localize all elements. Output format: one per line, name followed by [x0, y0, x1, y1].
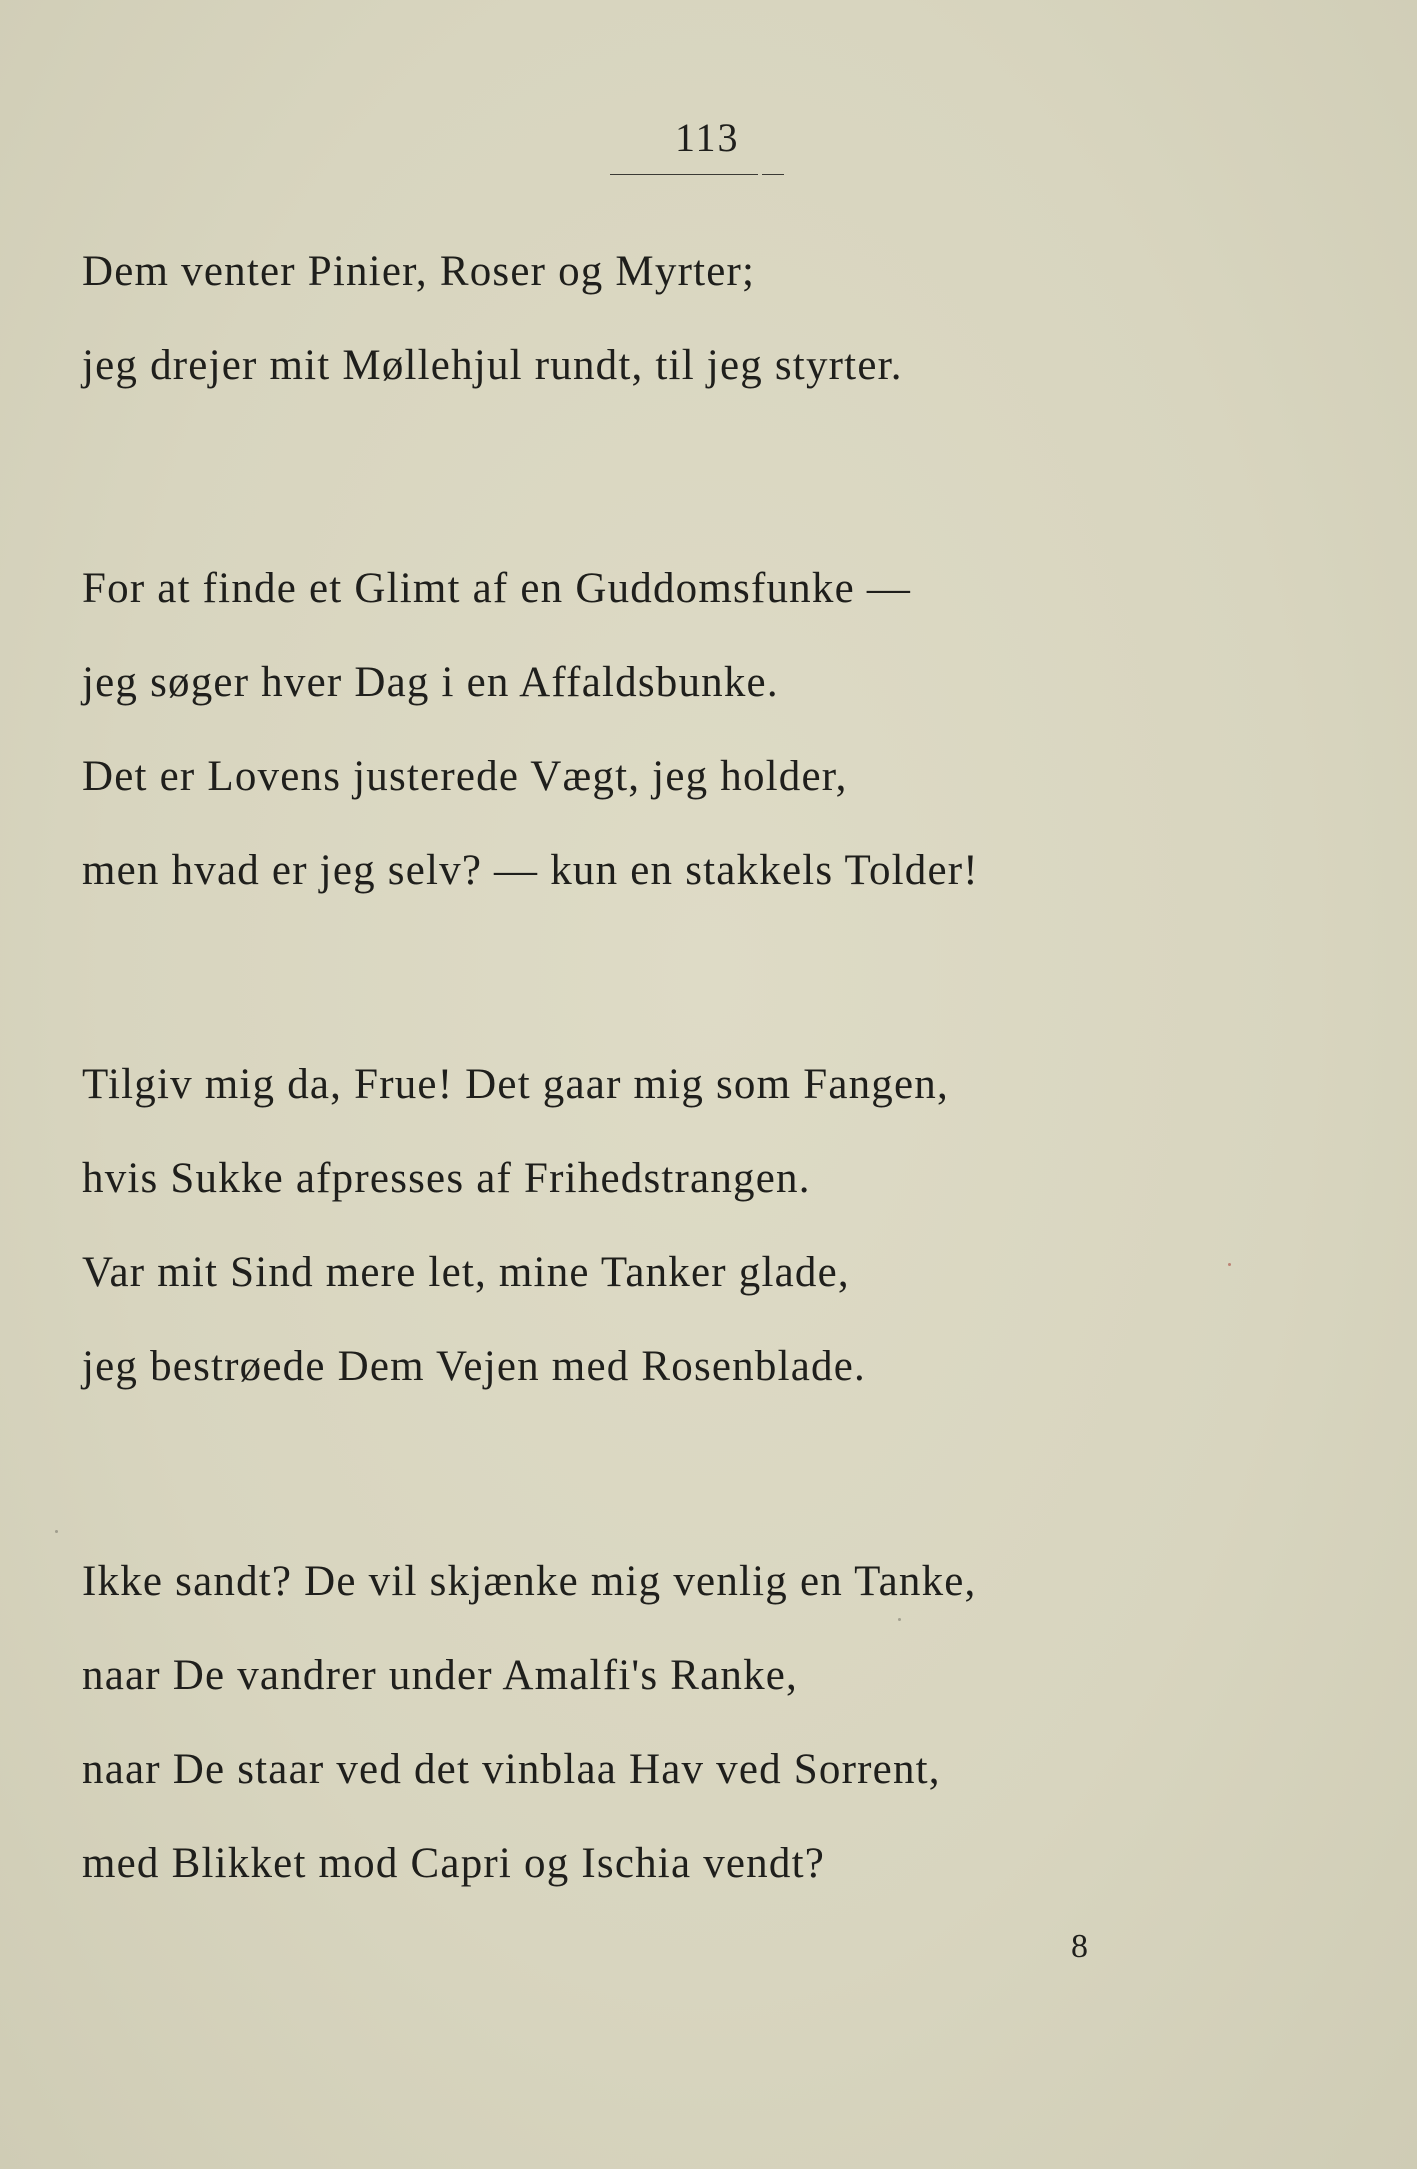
verse-line: men hvad er jeg selv? — kun en stakkels Tolder! — [82, 847, 979, 894]
verse-line: Dem venter Pinier, Roser og Myrter; — [82, 248, 756, 295]
verse-line: jeg bestrøede Dem Vejen med Rosenblade. — [82, 1343, 866, 1390]
paper-speck — [898, 1618, 901, 1621]
verse-line: Var mit Sind mere let, mine Tanker glade, — [82, 1249, 850, 1296]
paper-speck — [55, 1530, 58, 1533]
paper-speck — [1228, 1263, 1231, 1266]
stanza-2 — [82, 542, 979, 918]
verse-line: hvis Sukke afpresses af Frihedstrangen. — [82, 1155, 811, 1202]
verse-line: Tilgiv mig da, Frue! Det gaar mig som Fangen, — [82, 1061, 949, 1108]
stanza-4 — [82, 1535, 977, 1911]
stanza-3 — [82, 1038, 949, 1414]
header-rule — [610, 174, 758, 175]
verse-line: jeg søger hver Dag i en Affaldsbunke. — [82, 659, 779, 706]
verse-line: Det er Lovens justerede Vægt, jeg holder, — [82, 753, 848, 800]
verse-line: med Blikket mod Capri og Ischia vendt? — [82, 1840, 826, 1887]
header-rule-dash — [762, 174, 784, 175]
page-number: 113 — [675, 115, 740, 160]
verse-line: Ikke sandt? De vil skjænke mig venlig en Tanke, — [82, 1558, 977, 1605]
verse-line: naar De staar ved det vinblaa Hav ved Sorrent, — [82, 1746, 941, 1793]
verse-line: naar De vandrer under Amalfi's Ranke, — [82, 1652, 799, 1699]
verse-line: For at finde et Glimt af en Guddomsfunke — — [82, 565, 912, 612]
verse-line: jeg drejer mit Møllehjul rundt, til jeg styrter. — [82, 342, 903, 389]
stanza-1 — [82, 225, 903, 413]
signature-mark: 8 — [1071, 1928, 1088, 1965]
page-header — [610, 115, 800, 178]
